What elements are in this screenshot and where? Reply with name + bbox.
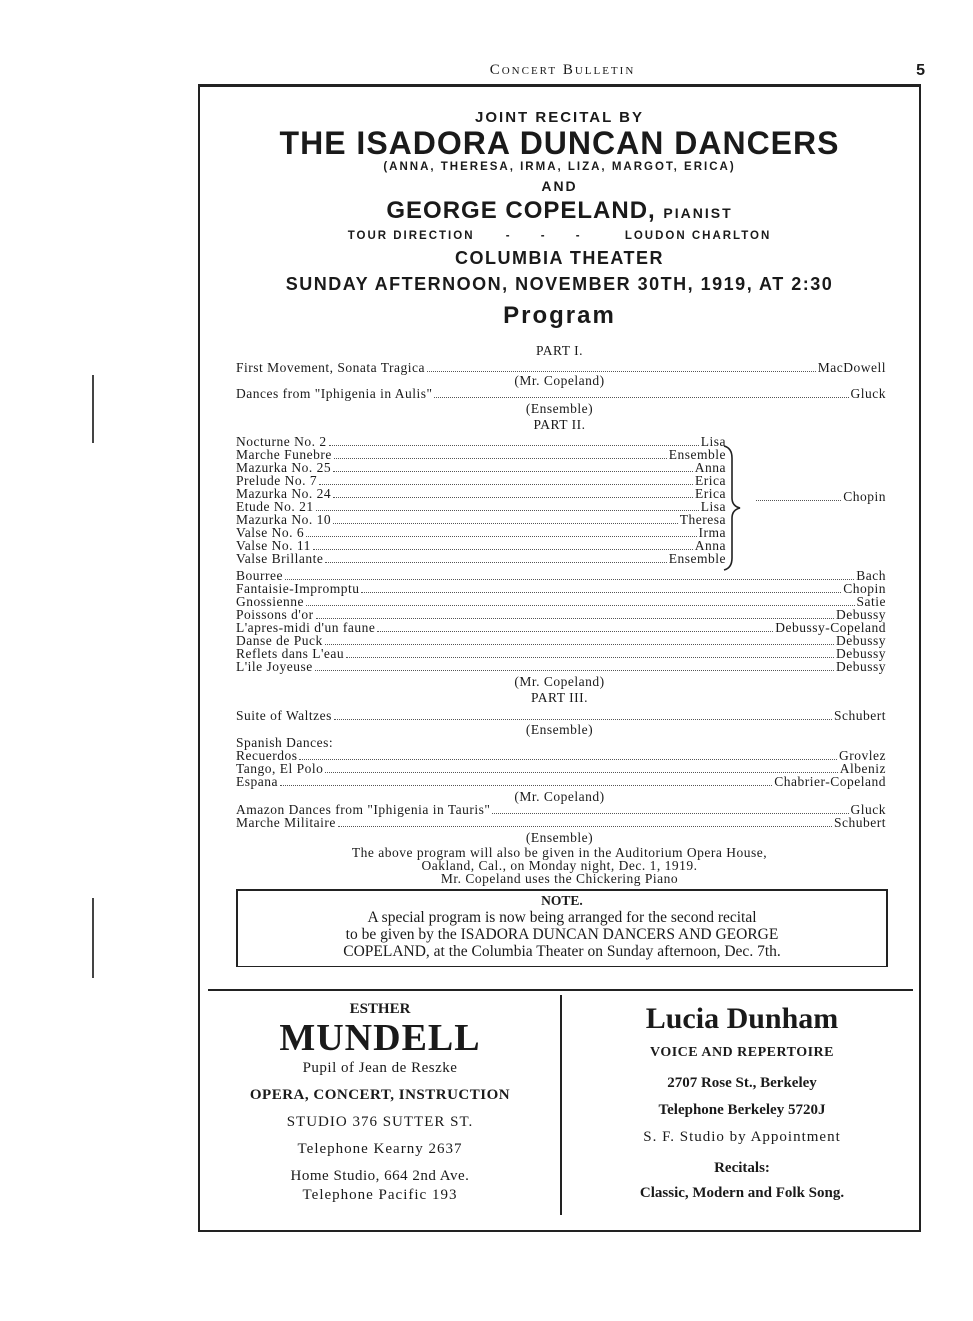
program-entry: Marche Funebre Ensemble [236, 447, 726, 462]
venue: COLUMBIA THEATER [455, 248, 664, 268]
program-entry: L'apres-midi d'un faune Debussy-Copeland [236, 620, 886, 635]
note-box [236, 889, 888, 967]
note-line: COPELAND, at the Columbia Theater on Sunday afternoon, Dec. 7th. [343, 943, 781, 960]
program-entry: Recuerdos Grovlez [236, 748, 886, 763]
note-line: to be given by the ISADORA DUNCAN DANCERS AND GEORGE [345, 926, 779, 943]
dancers-list: (ANNA, THERESA, IRMA, LIZA, MARGOT, ERICA) [383, 161, 736, 173]
date-line: SUNDAY AFTERNOON, NOVEMBER 30TH, 1919, AT 2:30 [285, 274, 834, 294]
note-heading: NOTE. [541, 893, 583, 908]
and-line: AND [541, 178, 578, 194]
program-entry: First Movement, Sonata Tragica MacDowell [236, 360, 886, 375]
ad-lucia-dunham [562, 995, 922, 1202]
program-entry: Nocturne No. 2 Lisa [236, 434, 726, 449]
program-entry: Fantaisie-Impromptu Chopin [236, 581, 886, 596]
footnote-line: Mr. Copeland uses the Chickering Piano [440, 871, 679, 886]
program-entry: Dances from "Iphigenia in Aulis" Gluck [236, 386, 886, 401]
part2-heading: PART II. [533, 417, 586, 432]
page-frame [198, 84, 921, 1232]
program-entry: Bourree Bach [236, 568, 886, 583]
ad-specialty: VOICE AND REPERTOIRE [649, 1045, 834, 1060]
program-entry: L'ile Joyeuse Debussy [236, 659, 886, 674]
program-entry: Gnossienne Satie [236, 594, 886, 609]
footnote-line: The above program will also be given in the Auditorium Opera House, [351, 845, 768, 860]
program-entry: Valse No. 11 Anna [236, 538, 726, 553]
ad-sf-studio: S. F. Studio by Appointment [643, 1129, 841, 1145]
ad-recitals-types: Classic, Modern and Folk Song. [639, 1185, 845, 1201]
program-entry: Suite of Waltzes Schubert [236, 708, 886, 723]
program-entry: Etude No. 21 Lisa [236, 499, 726, 514]
ad-esther-mundell [200, 995, 560, 1204]
performer-note: (Ensemble) [525, 401, 594, 416]
program-entry: Prelude No. 7 Erica [236, 473, 726, 488]
program-entry: Valse Brillante Ensemble [236, 551, 726, 566]
program-entry: Danse de Puck Debussy [236, 633, 886, 648]
performer-note: (Mr. Copeland) [514, 373, 605, 388]
intro-line: JOINT RECITAL BY [475, 109, 644, 126]
ad-home-studio: Home Studio, 664 2nd Ave. [290, 1168, 470, 1184]
program-entry: Tango, El Polo Albeniz [236, 761, 886, 776]
ad-services: OPERA, CONCERT, INSTRUCTION [249, 1087, 511, 1103]
program-entry: Poissons d'or Debussy [236, 607, 886, 622]
ad-address: 2707 Rose St., Berkeley [667, 1075, 817, 1091]
ad-phone: Telephone Kearny 2637 [297, 1141, 463, 1157]
tour-name: LOUDON CHARLTON [624, 230, 772, 242]
program-entry: Espana Chabrier-Copeland [236, 774, 886, 789]
program-heading: Program [503, 302, 616, 329]
program-entry: Mazurka No. 24 Erica [236, 486, 726, 501]
ad-home-phone: Telephone Pacific 193 [302, 1187, 458, 1203]
tour-dashes: - - - [505, 230, 594, 242]
program-entry: Mazurka No. 25 Anna [236, 460, 726, 475]
note-line: A special program is now being arranged for the second recital [367, 909, 757, 926]
margin-mark [92, 898, 94, 978]
group-brace [720, 444, 750, 572]
ad-phone: Telephone Berkeley 5720J [658, 1102, 826, 1118]
pianist-name: GEORGE COPELAND, [386, 197, 656, 224]
page-number: 5 [916, 62, 925, 79]
spanish-heading: Spanish Dances: [236, 735, 334, 750]
ad-last-name: MUNDELL [279, 1017, 481, 1059]
pianist-line [200, 197, 919, 225]
performer-note: (Mr. Copeland) [514, 674, 605, 689]
ad-recitals-label: Recitals: [714, 1160, 770, 1176]
performer-note: (Ensemble) [525, 722, 594, 737]
running-header [200, 62, 925, 84]
part1-heading: PART I. [536, 343, 583, 358]
ad-pupil-of: Pupil of Jean de Reszke [302, 1060, 458, 1076]
program-entry: Marche Militaire Schubert [236, 815, 886, 830]
program-entry: Mazurka No. 10 Theresa [236, 512, 726, 527]
program-entry: Amazon Dances from "Iphigenia in Tauris" Gluck [236, 802, 886, 817]
performer-note: (Ensemble) [525, 830, 594, 845]
footnote-line: Oakland, Cal., on Monday night, Dec. 1, 1919. [421, 858, 698, 873]
margin-mark [92, 375, 94, 443]
ad-studio: STUDIO 376 SUTTER ST. [286, 1114, 474, 1130]
bulletin-title: Concert Bulletin [489, 62, 636, 78]
ad-name: Lucia Dunham [645, 1002, 839, 1035]
program-entry: Valse No. 6 Irma [236, 525, 726, 540]
chopin-composer-entry: Chopin [756, 490, 886, 504]
headline: THE ISADORA DUNCAN DANCERS [279, 125, 840, 161]
ad-first-name: ESTHER [349, 1001, 411, 1017]
tour-direction-line [200, 230, 919, 242]
program-entry: Reflets dans L'eau Debussy [236, 646, 886, 661]
performer-note: (Mr. Copeland) [514, 789, 605, 804]
ad-divider-horizontal [208, 989, 913, 991]
part3-heading: PART III. [531, 690, 588, 705]
tour-label: TOUR DIRECTION [347, 230, 475, 242]
pianist-role: PIANIST [663, 205, 733, 221]
